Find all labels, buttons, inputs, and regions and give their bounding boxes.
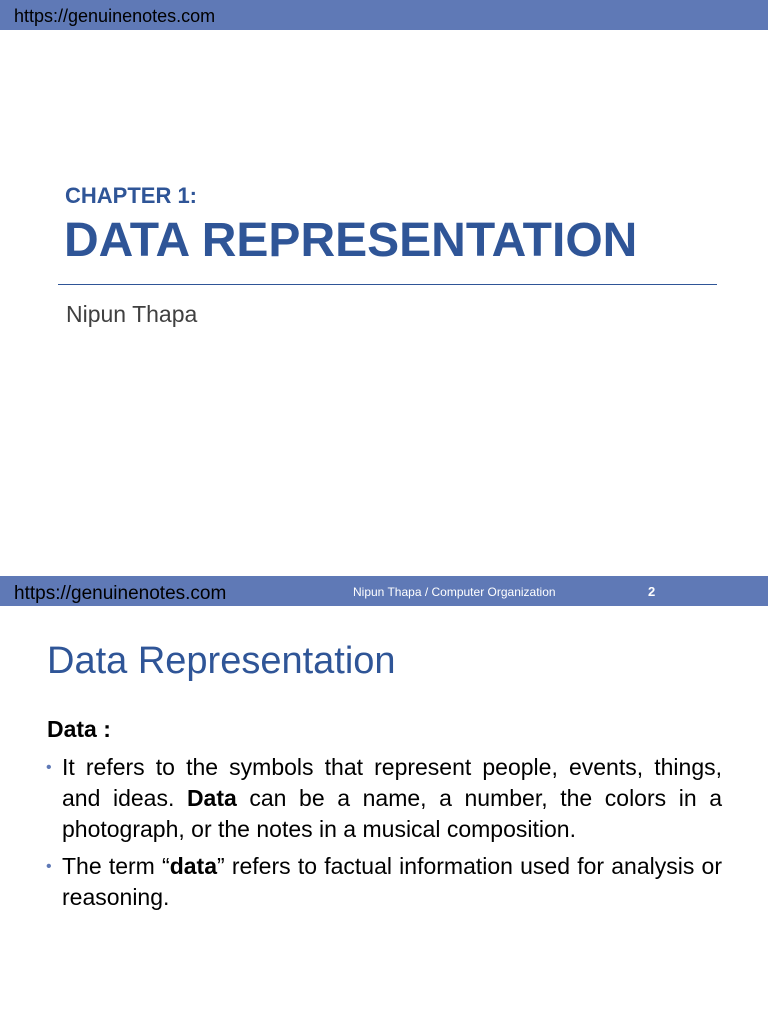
chapter-label: CHAPTER 1:	[65, 183, 198, 208]
title-divider	[58, 284, 717, 285]
title-slide	[0, 30, 768, 576]
section-heading: Data :	[47, 716, 111, 742]
bullet-list	[44, 752, 722, 919]
top-url-bar	[0, 0, 768, 30]
bullet-text: ” refers to factual information used for analysis or reasoning.	[62, 853, 722, 910]
footer-url-text[interactable]: https://genuinenotes.com	[14, 583, 227, 604]
list-item	[44, 752, 722, 845]
slide-footer-bar	[0, 576, 768, 606]
bullet-icon: •	[46, 759, 52, 776]
slide-title: Data Representation	[47, 640, 396, 682]
author-name: Nipun Thapa	[66, 301, 198, 327]
bullet-bold-text: Data	[186, 785, 237, 811]
slide-number: 2	[648, 584, 656, 599]
top-url-text[interactable]: https://genuinenotes.com	[14, 6, 216, 26]
bullet-text: can be a name, a number, the colors in a photograph, or the notes in a musical composition.	[62, 785, 722, 842]
bullet-text: It refers to the symbols that represent people, events, things, and ideas.	[62, 754, 722, 811]
bullet-icon: •	[46, 858, 52, 875]
bullet-text: The term “	[62, 853, 170, 879]
chapter-title: DATA REPRESENTATION	[64, 214, 638, 267]
list-item	[44, 851, 722, 913]
footer-caption: Nipun Thapa / Computer Organization	[353, 585, 556, 599]
bullet-bold-text: data	[169, 853, 217, 879]
